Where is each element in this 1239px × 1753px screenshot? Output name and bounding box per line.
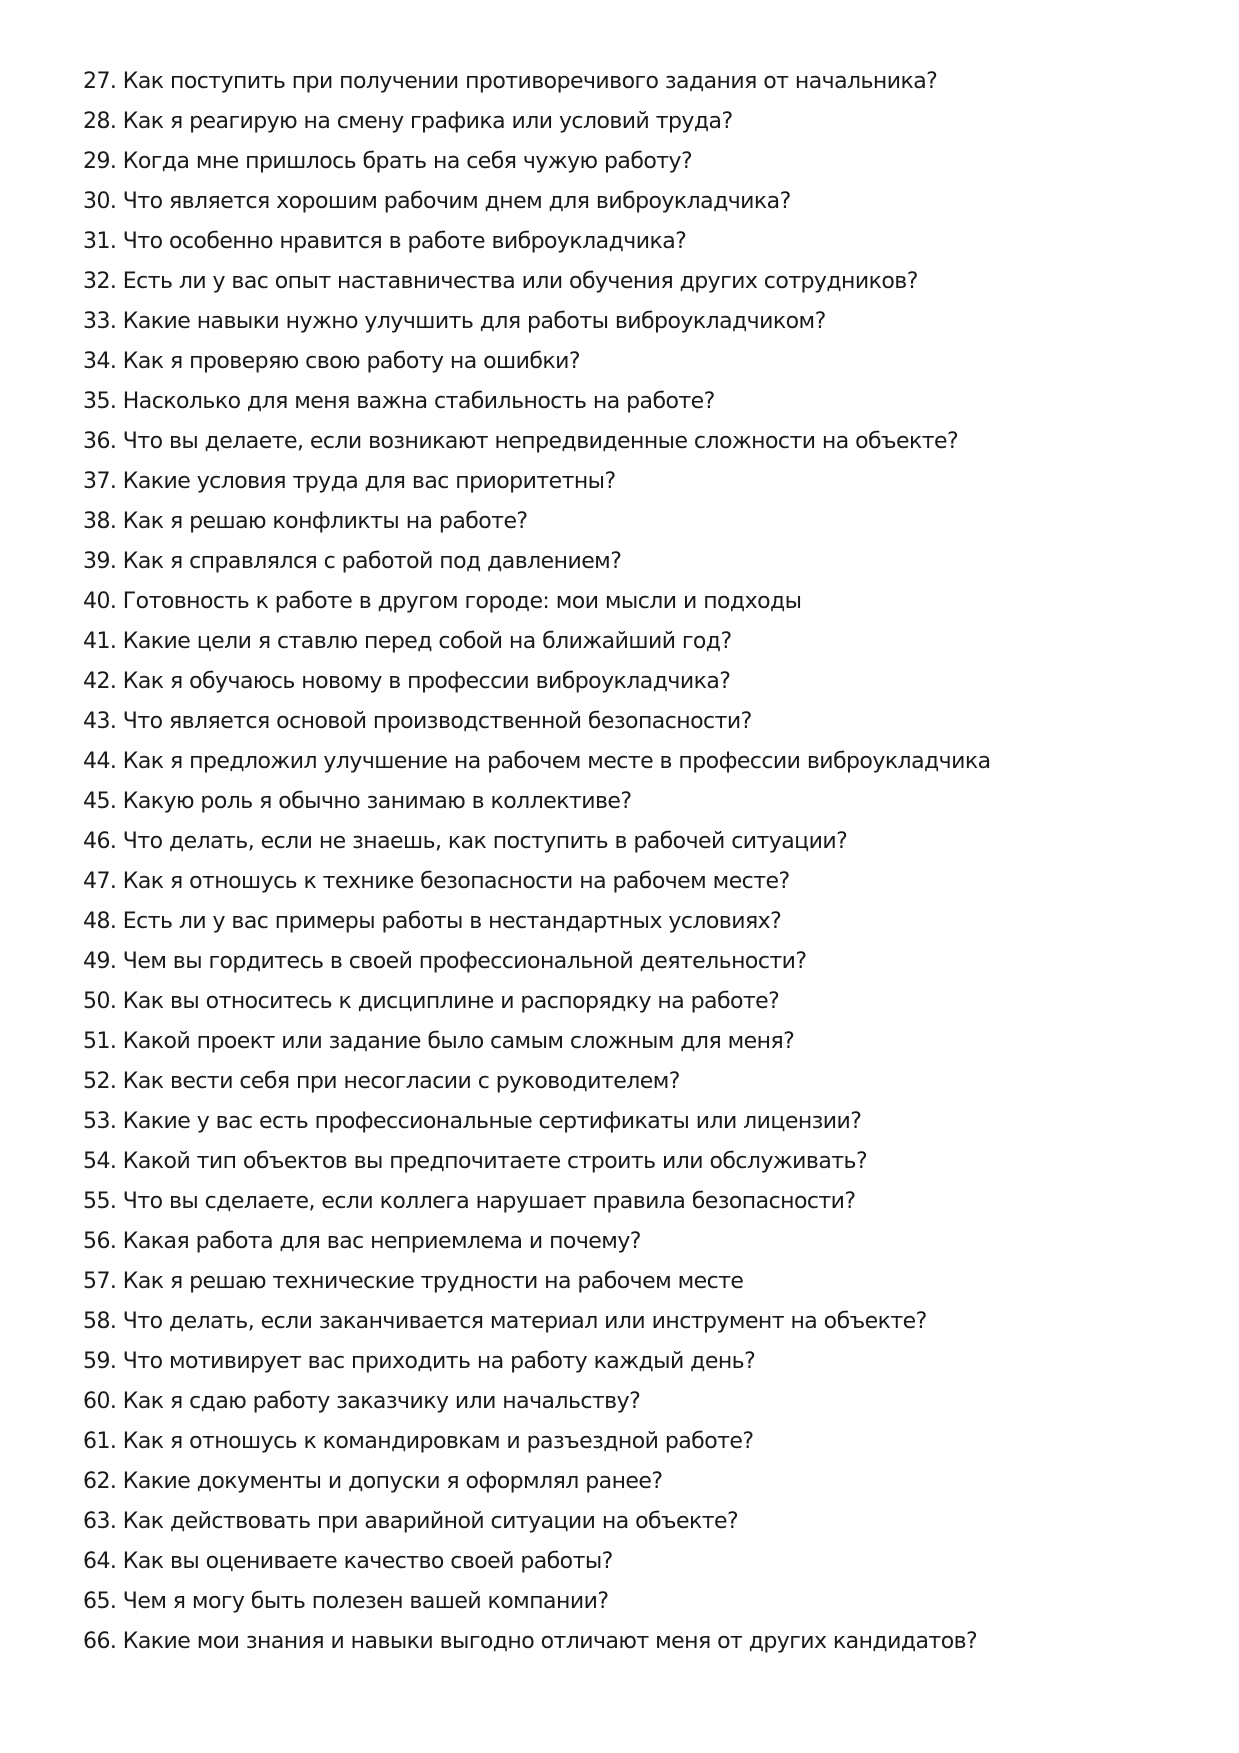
question-item <box>83 1502 1183 1542</box>
question-number: 48 . <box>83 909 123 934</box>
question-number: 39 . <box>83 549 123 574</box>
question-text: Как я сдаю работу заказчику или начальству? <box>122 1389 641 1414</box>
question-item <box>83 582 1183 622</box>
question-text: Насколько для меня важна стабильность на работе? <box>122 389 715 414</box>
question-item <box>83 1422 1183 1462</box>
question-item <box>83 622 1183 662</box>
question-number: 62 . <box>83 1469 123 1494</box>
question-text: Какие навыки нужно улучшить для работы виброукладчиком? <box>122 309 826 334</box>
question-number: 52 . <box>83 1069 123 1094</box>
question-item <box>83 1622 1183 1662</box>
question-number: 58 . <box>83 1309 123 1334</box>
question-text: Как я обучаюсь новому в профессии виброукладчика? <box>122 669 731 694</box>
question-number: 66 . <box>83 1629 123 1654</box>
question-text: Как я справлялся с работой под давлением? <box>122 549 622 574</box>
question-number: 44 . <box>83 749 123 774</box>
question-number: 45 . <box>83 789 123 814</box>
question-text: Как я решаю конфликты на работе? <box>122 509 528 534</box>
question-text: Какой тип объектов вы предпочитаете строить или обслуживать? <box>122 1149 868 1174</box>
question-number: 43 . <box>83 709 123 734</box>
question-text: Готовность к работе в другом городе: мои мысли и подходы <box>122 589 802 614</box>
question-item <box>83 1102 1183 1142</box>
question-text: Есть ли у вас опыт наставничества или обучения других сотрудников? <box>122 269 918 294</box>
question-list <box>83 62 1183 1662</box>
question-item <box>83 222 1183 262</box>
question-item <box>83 1022 1183 1062</box>
question-number: 54 . <box>83 1149 123 1174</box>
question-number: 37 . <box>83 469 123 494</box>
question-number: 28 . <box>83 109 123 134</box>
question-text: Есть ли у вас примеры работы в нестандартных условиях? <box>122 909 782 934</box>
question-item <box>83 1302 1183 1342</box>
question-text: Как действовать при аварийной ситуации на объекте? <box>122 1509 739 1534</box>
question-text: Как поступить при получении противоречивого задания от начальника? <box>122 69 938 94</box>
question-item <box>83 1582 1183 1622</box>
question-text: Какие цели я ставлю перед собой на ближайший год? <box>122 629 732 654</box>
question-item <box>83 1262 1183 1302</box>
question-text: Какие мои знания и навыки выгодно отличают меня от других кандидатов? <box>122 1629 978 1654</box>
question-number: 53 . <box>83 1109 123 1134</box>
question-number: 47 . <box>83 869 123 894</box>
question-text: Какую роль я обычно занимаю в коллективе? <box>122 789 632 814</box>
question-number: 42 . <box>83 669 123 694</box>
question-item <box>83 822 1183 862</box>
question-number: 27 . <box>83 69 123 94</box>
question-number: 41 . <box>83 629 123 654</box>
question-text: Как вы оцениваете качество своей работы? <box>122 1549 613 1574</box>
question-text: Как вести себя при несогласии с руководителем? <box>122 1069 680 1094</box>
question-number: 55 . <box>83 1189 123 1214</box>
question-text: Что вы сделаете, если коллега нарушает правила безопасности? <box>122 1189 856 1214</box>
question-number: 46 . <box>83 829 123 854</box>
question-number: 34 . <box>83 349 123 374</box>
question-item <box>83 1142 1183 1182</box>
question-item <box>83 902 1183 942</box>
question-item <box>83 782 1183 822</box>
question-text: Как я решаю технические трудности на рабочем месте <box>122 1269 744 1294</box>
question-number: 29 . <box>83 149 123 174</box>
question-item <box>83 662 1183 702</box>
question-item <box>83 502 1183 542</box>
question-item <box>83 1062 1183 1102</box>
question-text: Какие условия труда для вас приоритетны? <box>122 469 616 494</box>
question-number: 31 . <box>83 229 123 254</box>
question-text: Какой проект или задание было самым сложным для меня? <box>122 1029 795 1054</box>
question-text: Чем я могу быть полезен вашей компании? <box>122 1589 609 1614</box>
question-number: 60 . <box>83 1389 123 1414</box>
question-item <box>83 1222 1183 1262</box>
question-item <box>83 142 1183 182</box>
question-number: 32 . <box>83 269 123 294</box>
question-number: 65 . <box>83 1589 123 1614</box>
question-number: 38 . <box>83 509 123 534</box>
question-number: 57 . <box>83 1269 123 1294</box>
question-text: Как я проверяю свою работу на ошибки? <box>122 349 580 374</box>
question-text: Что мотивирует вас приходить на работу каждый день? <box>122 1349 756 1374</box>
question-text: Когда мне пришлось брать на себя чужую работу? <box>122 149 693 174</box>
question-text: Что делать, если не знаешь, как поступить в рабочей ситуации? <box>122 829 848 854</box>
question-item <box>83 742 1183 782</box>
question-number: 59 . <box>83 1349 123 1374</box>
question-text: Как я реагирую на смену графика или условий труда? <box>122 109 733 134</box>
question-number: 33 . <box>83 309 123 334</box>
question-item <box>83 982 1183 1022</box>
question-text: Что вы делаете, если возникают непредвиденные сложности на объекте? <box>122 429 959 454</box>
question-number: 64 . <box>83 1549 123 1574</box>
question-number: 30 . <box>83 189 123 214</box>
question-text: Как я отношусь к технике безопасности на рабочем месте? <box>122 869 790 894</box>
question-item <box>83 942 1183 982</box>
question-text: Какие у вас есть профессиональные сертификаты или лицензии? <box>122 1109 862 1134</box>
question-text: Что является хорошим рабочим днем для виброукладчика? <box>122 189 791 214</box>
question-item <box>83 422 1183 462</box>
question-item <box>83 182 1183 222</box>
question-number: 50 . <box>83 989 123 1014</box>
question-number: 36 . <box>83 429 123 454</box>
question-item <box>83 1182 1183 1222</box>
question-item <box>83 1382 1183 1422</box>
question-text: Какие документы и допуски я оформлял ранее? <box>122 1469 663 1494</box>
question-item <box>83 342 1183 382</box>
question-text: Какая работа для вас неприемлема и почему? <box>122 1229 641 1254</box>
question-item <box>83 262 1183 302</box>
question-text: Что делать, если заканчивается материал или инструмент на объекте? <box>122 1309 927 1334</box>
question-item <box>83 302 1183 342</box>
question-text: Что особенно нравится в работе виброукладчика? <box>122 229 687 254</box>
question-item <box>83 862 1183 902</box>
question-item <box>83 382 1183 422</box>
question-item <box>83 1542 1183 1582</box>
question-item <box>83 1342 1183 1382</box>
question-item <box>83 62 1183 102</box>
question-number: 56 . <box>83 1229 123 1254</box>
question-text: Как я отношусь к командировкам и разъездной работе? <box>122 1429 754 1454</box>
question-number: 63 . <box>83 1509 123 1534</box>
question-item <box>83 102 1183 142</box>
question-number: 35 . <box>83 389 123 414</box>
question-number: 51 . <box>83 1029 123 1054</box>
question-item <box>83 1462 1183 1502</box>
question-number: 49 . <box>83 949 123 974</box>
question-text: Что является основой производственной безопасности? <box>122 709 752 734</box>
question-number: 40 . <box>83 589 123 614</box>
question-item <box>83 702 1183 742</box>
question-text: Как вы относитесь к дисциплине и распорядку на работе? <box>122 989 780 1014</box>
question-text: Чем вы гордитесь в своей профессиональной деятельности? <box>122 949 807 974</box>
question-item <box>83 462 1183 502</box>
question-number: 61 . <box>83 1429 123 1454</box>
question-item <box>83 542 1183 582</box>
question-text: Как я предложил улучшение на рабочем месте в профессии виброукладчика <box>122 749 991 774</box>
